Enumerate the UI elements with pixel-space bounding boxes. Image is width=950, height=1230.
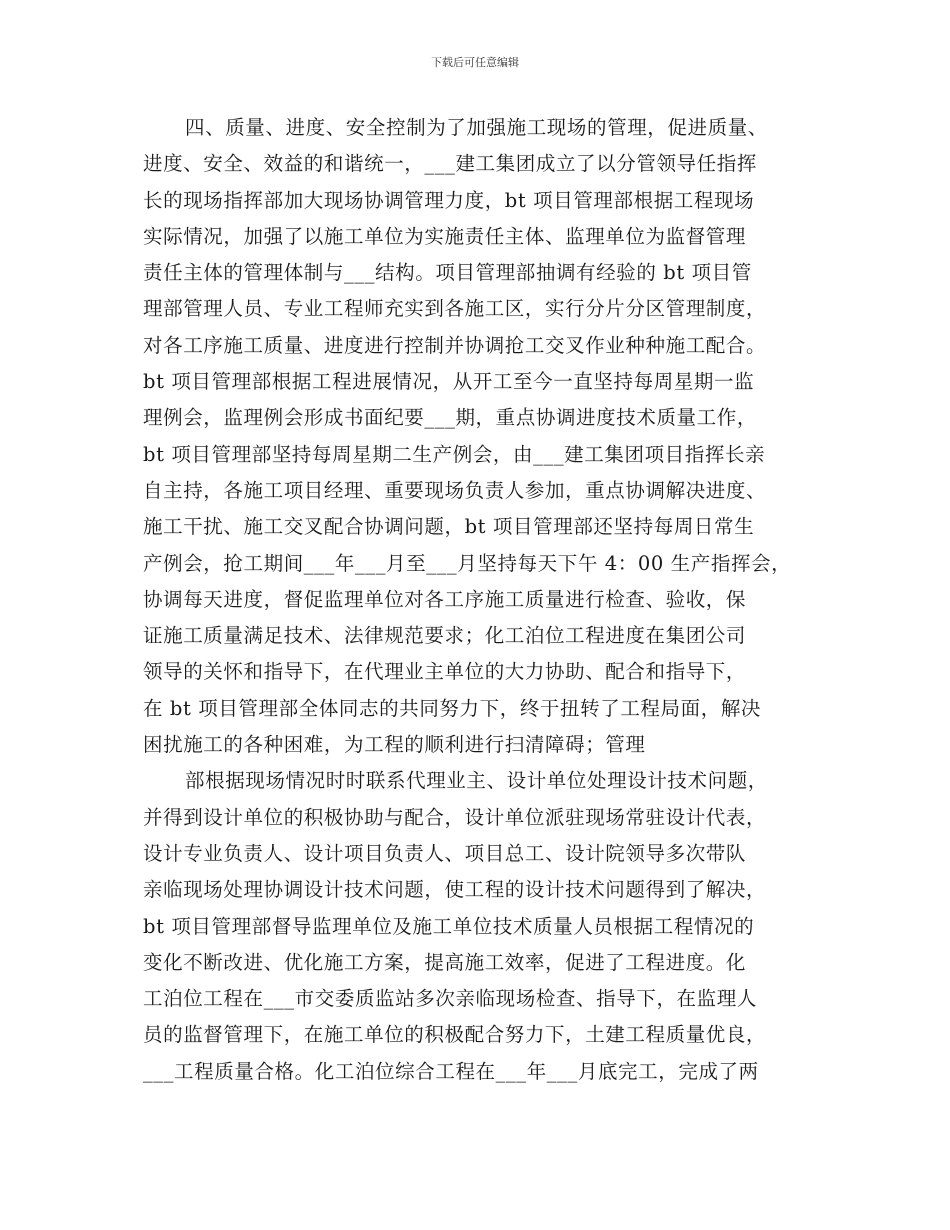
text-line: 工泊位工程在___市交委质监站多次亲临现场检查、指导下，在监理人 xyxy=(143,987,757,1011)
text-line: 并得到设计单位的积极协助与配合，设计单位派驻现场常驻设计代表， xyxy=(143,805,767,829)
text-line: 在 bt 项目管理部全体同志的共同努力下，终于扭转了工程局面，解决 xyxy=(143,696,762,720)
text-line: 责任主体的管理体制与___结构。项目管理部抽调有经验的 bt 项目管 xyxy=(143,261,752,285)
paragraph-1 xyxy=(143,110,823,763)
document-body xyxy=(143,110,823,1090)
text-line: 部根据现场情况时时联系代理业主、设计单位处理设计技术问题， xyxy=(185,769,768,793)
text-line: 施工干扰、施工交叉配合协调问题，bt 项目管理部还坚持每周日常生 xyxy=(143,515,755,539)
text-line: 对各工序施工质量、进度进行控制并协调抢工交叉作业种种施工配合。 xyxy=(143,333,767,357)
text-line: 亲临现场处理协调设计技术问题，使工程的设计技术问题得到了解决， xyxy=(143,878,767,902)
text-line: bt 项目管理部坚持每周星期二生产例会，由___建工集团项目指挥长亲 xyxy=(143,442,766,466)
text-line: 产例会，抢工期间___年___月至___月坚持每天下午 4：00 生产指挥会， xyxy=(143,551,792,575)
text-line: 进度、安全、效益的和谐统一，___建工集团成立了以分管领导任指挥 xyxy=(143,152,757,176)
text-line: 协调每天进度，督促监理单位对各工序施工质量进行检查、验收，保 xyxy=(143,587,747,611)
text-line: ___工程质量合格。化工泊位综合工程在___年___月底完工，完成了两 xyxy=(143,1059,759,1083)
text-line: 实际情况，加强了以施工单位为实施责任主体、监理单位为监督管理 xyxy=(143,224,747,248)
text-line: 长的现场指挥部加大现场协调管理力度，bt 项目管理部根据工程现场 xyxy=(143,188,755,212)
text-line: 设计专业负责人、设计项目负责人、项目总工、设计院领导多次带队 xyxy=(143,841,747,865)
text-line: 困扰施工的各种困难，为工程的顺利进行扫清障碍；管理 xyxy=(143,733,646,757)
text-line: 证施工质量满足技术、法律规范要求；化工泊位工程进度在集团公司 xyxy=(143,624,747,648)
paragraph-2 xyxy=(143,763,823,1090)
text-line: 理例会，监理例会形成书面纪要___期，重点协调进度技术质量工作， xyxy=(143,406,757,430)
text-line: 领导的关怀和指导下，在代理业主单位的大力协助、配合和指导下， xyxy=(143,660,747,684)
text-line: 员的监督管理下，在施工单位的积极配合努力下，土建工程质量优良， xyxy=(143,1023,767,1047)
text-line: 变化不断改进、优化施工方案，提高施工效率，促进了工程进度。化 xyxy=(143,950,747,974)
text-line: 四、质量、进度、安全控制为了加强施工现场的管理，促进质量、 xyxy=(185,116,768,139)
text-line: bt 项目管理部根据工程进展情况，从开工至今一直坚持每周星期一监 xyxy=(143,370,755,394)
text-line: 自主持，各施工项目经理、重要现场负责人参加，重点协调解决进度、 xyxy=(143,478,767,502)
page-header: 下载后可任意编辑 xyxy=(431,56,519,69)
text-line: 理部管理人员、专业工程师充实到各施工区，实行分片分区管理制度， xyxy=(143,297,767,321)
text-line: bt 项目管理部督导监理单位及施工单位技术质量人员根据工程情况的 xyxy=(143,914,755,938)
